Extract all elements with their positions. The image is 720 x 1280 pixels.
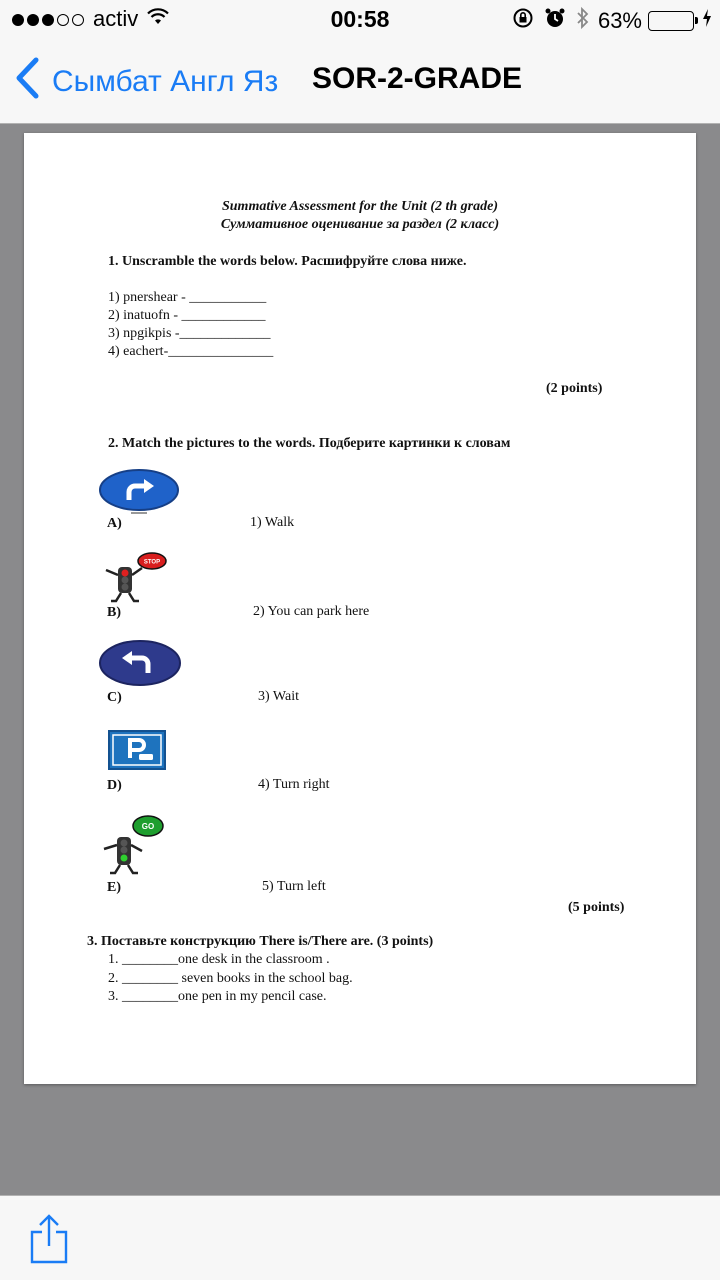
match-word: 4) Turn right [258, 777, 330, 792]
back-label: Сымбат Англ Яз [52, 65, 279, 98]
turn-left-sign-image [98, 639, 182, 689]
stop-bubble-text: STOP [143, 559, 161, 566]
match-letter: D) [107, 778, 122, 793]
traffic-light-stop-image [98, 551, 170, 603]
bluetooth-icon [576, 6, 590, 36]
section1-item: 2) inatuofn - ____________ [108, 308, 266, 323]
status-bar [0, 0, 720, 40]
share-icon [28, 1214, 70, 1266]
back-button[interactable] [14, 56, 278, 108]
page-title: SOR-2-GRADE [312, 62, 523, 95]
section3-item: 2. ________ seven books in the school bag. [108, 971, 353, 986]
match-letter: A) [107, 516, 122, 531]
parking-sign-image [108, 730, 166, 770]
go-bubble-text: GO [141, 822, 155, 831]
match-word: 3) Wait [258, 689, 299, 704]
doc-title-ru: Суммативное оценивание за раздел (2 класс) [220, 217, 500, 232]
status-time: 00:58 [330, 6, 390, 32]
document-page[interactable] [24, 133, 696, 1084]
section1-item: 1) pnershear - ___________ [108, 290, 267, 305]
section3-item: 1. ________one desk in the classroom . [108, 952, 330, 967]
charging-icon [702, 8, 712, 34]
section1-item: 4) eachert-_______________ [108, 344, 274, 359]
section1-points: (2 points) [546, 381, 603, 396]
section1-item: 3) npgikpis -_____________ [108, 326, 271, 341]
carrier-name: activ [93, 6, 139, 31]
doc-title-en: Summative Assessment for the Unit (2 th grade) [221, 199, 498, 214]
match-letter: B) [107, 605, 121, 620]
match-word: 1) Walk [250, 515, 295, 530]
chevron-left-icon [14, 56, 40, 108]
match-letter: E) [107, 880, 121, 895]
rotation-lock-icon [512, 7, 534, 35]
navigation-bar [0, 40, 720, 124]
section3-item: 3. ________one pen in my pencil case. [108, 989, 327, 1004]
match-word: 5) Turn left [262, 879, 326, 894]
status-right [512, 6, 712, 36]
section2-heading: 2. Match the pictures to the words. Подберите картинки к словам [108, 436, 511, 451]
share-button[interactable] [28, 1214, 70, 1271]
section2-points: (5 points) [568, 900, 625, 915]
bottom-toolbar [0, 1195, 720, 1280]
match-letter: C) [107, 690, 122, 705]
section3-heading: 3. Поставьте конструкцию There is/There are. (3 points) [87, 934, 434, 949]
match-word: 2) You can park here [253, 604, 370, 619]
alarm-icon [544, 7, 566, 35]
traffic-light-go-image [98, 815, 170, 875]
section1-heading: 1. Unscramble the words below. Расшифруйте слова ниже. [108, 254, 467, 269]
turn-right-sign-image [98, 468, 180, 516]
battery-percent: 63% [597, 8, 642, 33]
battery-icon [648, 11, 694, 31]
